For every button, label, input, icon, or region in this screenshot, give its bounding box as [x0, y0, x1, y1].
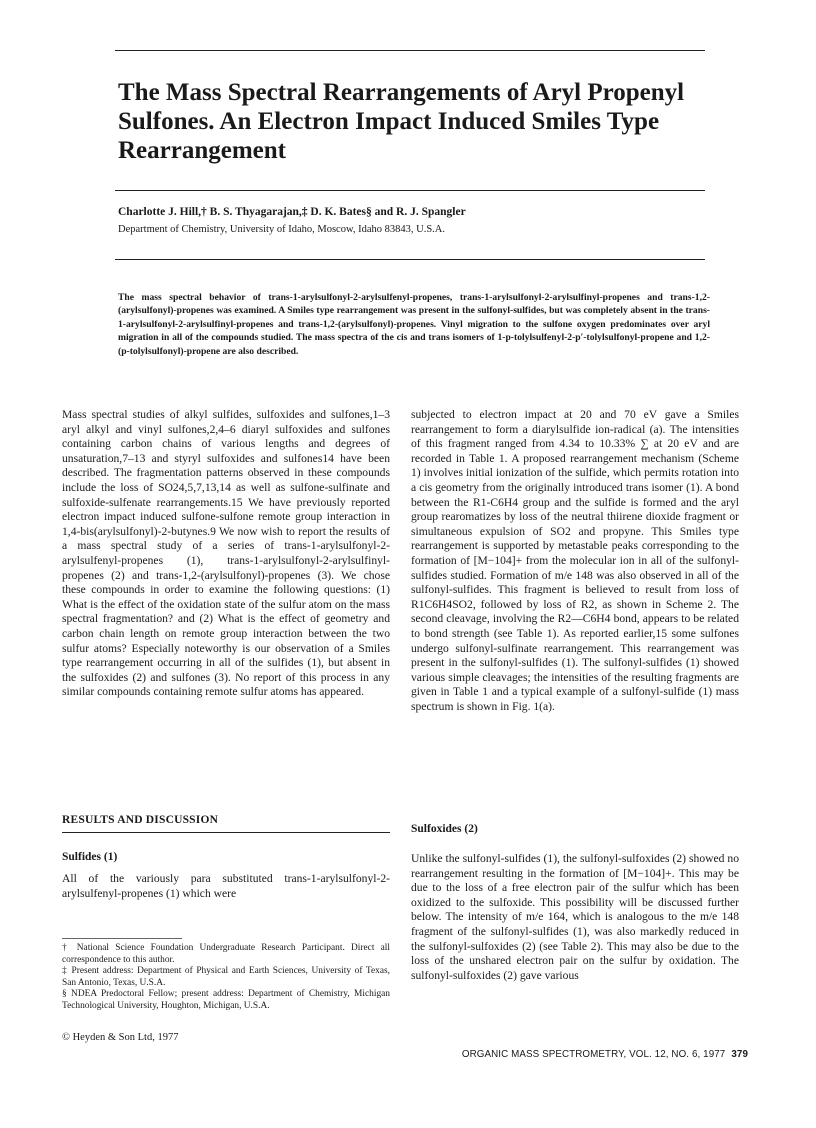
footnotes — [62, 943, 390, 1013]
intro-paragraph: Mass spectral studies of alkyl sulfides, sulfoxides and sulfones,1–3 aryl alkyl and vinyl sulfones,2,4–6 diaryl sulfoxides and sulfones containing carbon chains of various lengths and degrees of unsaturation,7–13 and styryl sulfoxides and sulfones14 have been described. The fragmentation patterns observed in these compounds include the loss of SO24,5,7,13,14 as well as sulfone-sulfinate and sulfoxide-sulfenate rearrangements.15 We have previously reported electron impact induced sulfone-sulfone remote group interaction in 1,4-bis(arylsulfonyl)-2-butynes.9 We now wish to report the results of a mass spectral study of a series of trans-1-arylsulfonyl-2-arylsulfenyl-propenes (1), trans-1-arylsulfonyl-2-arylsulfinyl-propenes (2) and trans-1,2-(arylsulfonyl)-propenes (3). We chose these compounds in order to examine the following questions: (1) What is the effect of the oxidation state of the sulfur atom on the mass spectral fragmentation? and (2) What is the effect of geometry and carbon chain length on remote group interaction between the two sulfur atoms? Especially noteworthy is our observation of a Smiles type rearrangement occurring in all of the sulfides (1), but absent in the sulfoxides (2) and sulfones (3). No report of this process in any similar compounds containing remote sulfur atoms has appeared. — [62, 408, 390, 699]
footnote: ‡ Present address: Department of Physical and Earth Sciences, University of Texas, San Antonio, Texas, U.S.A. — [62, 966, 390, 988]
section-heading: RESULTS AND DISCUSSION — [62, 814, 219, 826]
sulfides-paragraph-block — [62, 872, 390, 901]
page-footer — [462, 1049, 748, 1060]
footnote-rule — [62, 938, 182, 939]
journal-citation: ORGANIC MASS SPECTROMETRY, VOL. 12, NO. 6, 1977 — [461, 1049, 726, 1060]
results-paragraph: subjected to electron impact at 20 and 70 eV gave a Smiles rearrangement to form a diarylsulfide ion-radical (a). The intensities of this fragment ranged from 4.34 to 10.33% ∑ at 20 eV and are recorded in Table 1. A proposed rearrangement mechanism (Scheme 1) involves initial ionization of the sulfide, which permits rotation into a cis geometry from the originally introduced trans isomer (1). A bond between the R1-C6H4 group and the sulfide is formed and the aryl group rearomatizes by loss of the neutral thiirene dioxide fragment or simultaneous expulsion of SO2 and propyne. This Smiles type rearrangement is supported by metastable peaks corresponding to the formation of [M−104]+ from the molecular ion in all of the sulfonyl-sulfides studied. Formation of m/e 148 was also observed in all of the sulfonyl-sulfides. This fragment is believed to result from loss of R1C6H4SO2, followed by loss of R2, as shown in Scheme 2. The second cleavage, involving the R2—C6H4 bond, appears to be related to bond strength (see Table 1). As reported earlier,15 some sulfones undergo sulfonyl-sulfinate rearrangement. This rearrangement was present in the sulfonyl-sulfides (1). The sulfonyl-sulfides (1) showed various simple cleavages; the intensities of the resulting fragments are given in Table 1 and a typical example of a sulfonyl-sulfide (1) mass spectrum is shown in Fig. 1(a). — [411, 408, 739, 713]
right-column — [411, 408, 739, 714]
sulfoxides-paragraph-block — [411, 852, 739, 983]
abstract: The mass spectral behavior of trans-1-arylsulfonyl-2-arylsulfenyl-propenes, trans-1-arylsulfonyl-2-arylsulfinyl-propenes and trans-1,2-(arylsulfonyl)-propenes was examined. A Smiles type rearrangement was present in the sulfonyl-sulfides, but was completely absent in the trans-1-arylsulfonyl-2-arylsulfinyl-propenes and trans-1,2-(arylsulfonyl)-propenes. Vinyl migration to the sulfone oxygen predominates over aryl migration in all of the compounds studied. The mass spectra of the cis and trans isomers of 1-p-tolylsulfenyl-2-p′-tolylsulfonyl-propene and 1,2-(p-tolylsulfonyl)-propene are also described. — [118, 292, 710, 357]
author-list: Charlotte J. Hill,† B. S. Thyagarajan,‡ D. K. Bates§ and R. J. Spangler — [118, 206, 466, 218]
sulfides-paragraph: All of the variously para substituted trans-1-arylsulfonyl-2-arylsulfenyl-propenes (1) which were — [62, 872, 390, 900]
affiliation: Department of Chemistry, University of Idaho, Moscow, Idaho 83843, U.S.A. — [118, 224, 446, 235]
sulfides-heading: Sulfides (1) — [62, 851, 118, 863]
copyright-notice: © Heyden & Son Ltd, 1977 — [62, 1032, 179, 1043]
sulfoxides-heading: Sulfoxides (2) — [411, 823, 478, 835]
page-number: 379 — [731, 1049, 748, 1060]
sulfoxides-paragraph: Unlike the sulfonyl-sulfides (1), the sulfonyl-sulfoxides (2) showed no rearrangement resulting in the formation of [M−104]+. This may be due to the loss of a free electron pair of the sulfur which has been oxidized to the sulfoxide. This possibility will be discussed further below. The intensity of m/e 164, which is analogous to the m/e 148 fragment of the sulfonyl-sulfides (1), was also markedly reduced in the sulfonyl-sulfoxides (2) (see Table 2). This may also be due to the loss of the unshared electron pair on the sulfur by oxidation. The sulfonyl-sulfoxides (2) gave various — [411, 852, 739, 982]
footnote: † National Science Foundation Undergraduate Research Participant. Direct all correspondence to this author. — [62, 943, 390, 965]
title-rule — [115, 190, 705, 191]
footnote: § NDEA Predoctoral Fellow; present address: Department of Chemistry, Michigan Technological University, Houghton, Michigan, U.S.A. — [62, 989, 390, 1011]
top-rule — [115, 50, 705, 51]
authors-rule — [115, 259, 705, 260]
article-title: The Mass Spectral Rearrangements of Aryl Propenyl Sulfones. An Electron Impact Induced Smiles Type Rearrangement — [118, 79, 685, 164]
left-column — [62, 408, 390, 700]
section-rule — [62, 832, 390, 833]
